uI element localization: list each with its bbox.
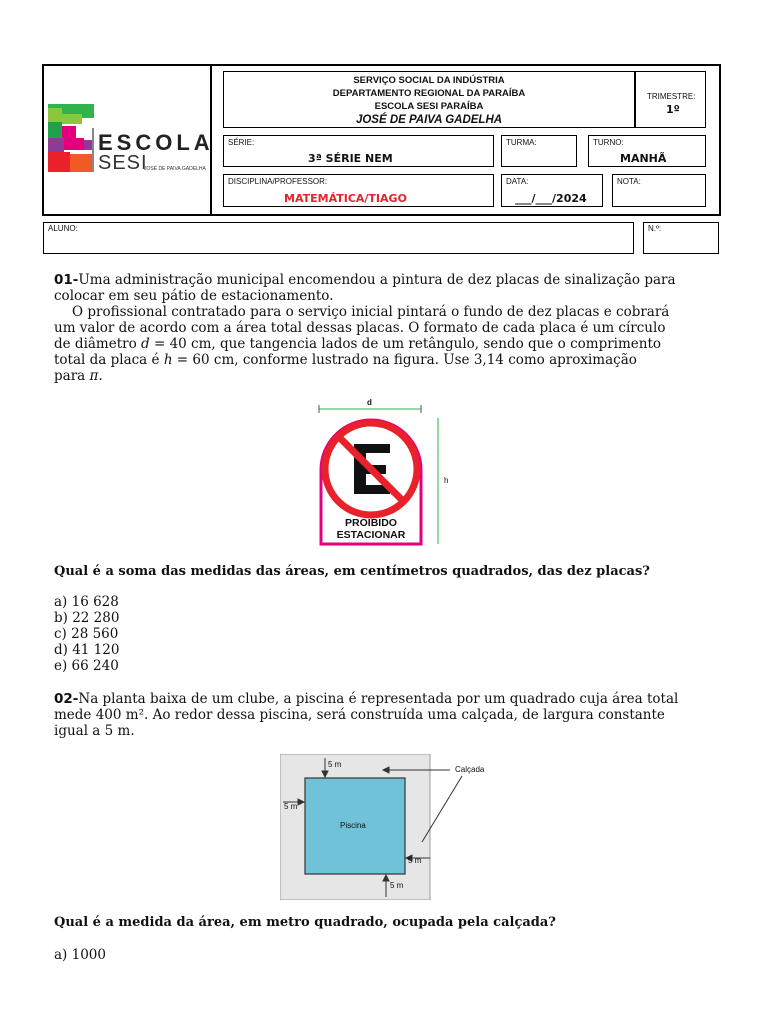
q1-line6-pre: total da placa é xyxy=(54,352,164,368)
pool-right-label: 5 m xyxy=(408,856,422,865)
aluno-field[interactable] xyxy=(43,222,634,254)
serie-value: 3ª SÉRIE NEM xyxy=(308,152,393,165)
var-h: h xyxy=(163,352,173,368)
q1-line5-post: = 40 cm, que tangencia lados de um retângulo, sendo que o comprimento xyxy=(149,336,662,352)
q2-number: 02- xyxy=(54,691,79,707)
turno-label: TURNO: xyxy=(593,138,624,147)
sign-text-estacionar: ESTACIONAR xyxy=(336,529,406,541)
q1-line6 xyxy=(54,352,718,368)
data-label: DATA: xyxy=(506,177,529,186)
q2-line2: mede 400 m². Ao redor dessa piscina, será construída uma calçada, de largura constante xyxy=(54,707,665,723)
sign-d-label: d xyxy=(367,398,372,407)
turno-value: MANHÃ xyxy=(620,152,667,165)
pool-bottom-label: 5 m xyxy=(390,881,404,890)
school-logo xyxy=(48,104,214,178)
q1-option-b[interactable]: b) 22 280 xyxy=(54,610,120,626)
serie-field[interactable] xyxy=(223,135,494,167)
q1-line6-post: = 60 cm, conforme lustrado na figura. Use 3,14 como aproximação xyxy=(172,352,637,368)
q1-line2: colocar em seu pátio de estacionamento. xyxy=(54,288,334,304)
logo-sesi-text: SESI xyxy=(98,152,148,174)
q1-statement xyxy=(54,272,718,384)
institution-line3: ESCOLA SESI PARAÍBA xyxy=(374,101,484,112)
pool-top-label: 5 m xyxy=(328,760,342,769)
calcada-label: Calçada xyxy=(455,765,485,774)
q2-question: Qual é a medida da área, em metro quadrado, ocupada pela calçada? xyxy=(54,915,556,930)
pool-figure xyxy=(280,754,490,900)
no-parking-sign-figure xyxy=(310,396,460,548)
q2-line3: igual a 5 m. xyxy=(54,723,135,739)
var-pi: π xyxy=(89,368,99,384)
logo-escola-text: ESCOLA xyxy=(98,130,214,155)
q1-option-d[interactable]: d) 41 120 xyxy=(54,642,120,658)
pool-figure-svg xyxy=(280,754,490,900)
q1-line3: O profissional contratado para o serviço inicial pintará o fundo de dez placas e cobrará xyxy=(72,304,670,320)
trimestre-box xyxy=(635,71,706,128)
piscina-label: Piscina xyxy=(340,821,366,830)
q2-line1-text: Na planta baixa de um clube, a piscina é representada por um quadrado cuja área total xyxy=(78,691,679,707)
turno-field[interactable] xyxy=(588,135,706,167)
q1-line4: um valor de acordo com a área total dessas placas. O formato de cada placa é um círculo xyxy=(54,320,666,336)
sign-text-proibido: PROIBIDO xyxy=(345,517,397,529)
nota-field[interactable] xyxy=(612,174,706,207)
numero-label: N.º: xyxy=(648,224,662,233)
aluno-label: ALUNO: xyxy=(48,224,78,233)
sign-h-label: h xyxy=(444,476,449,485)
logo-subtitle: JOSÉ DE PAIVA GADELHA xyxy=(144,166,206,172)
nota-label: NOTA: xyxy=(617,177,641,186)
var-d: d xyxy=(141,336,150,352)
q1-line1-text: Uma administração municipal encomendou a pintura de dez placas de sinalização para xyxy=(78,272,676,288)
data-field[interactable] xyxy=(501,174,603,207)
trimestre-label: TRIMESTRE: xyxy=(647,92,696,101)
q2-option-a[interactable]: a) 1000 xyxy=(54,947,106,963)
q1-line7 xyxy=(54,368,718,384)
q1-option-c[interactable]: c) 28 560 xyxy=(54,626,119,642)
serie-label: SÉRIE: xyxy=(228,138,255,147)
q1-option-a[interactable]: a) 16 628 xyxy=(54,594,119,610)
data-value: ___/___/2024 xyxy=(515,192,587,205)
q1-line7-pre: para xyxy=(54,368,90,384)
q2-line1 xyxy=(54,691,718,707)
institution-line1: SERVIÇO SOCIAL DA INDÚSTRIA xyxy=(353,75,505,86)
turma-field[interactable] xyxy=(501,135,577,167)
institution-line2: DEPARTAMENTO REGIONAL DA PARAÍBA xyxy=(332,88,526,99)
institution-block xyxy=(223,71,635,128)
turma-label: TURMA: xyxy=(506,138,537,147)
disciplina-label: DISCIPLINA/PROFESSOR: xyxy=(228,177,328,186)
disciplina-value: MATEMÁTICA/TIAGO xyxy=(284,192,407,205)
disciplina-field[interactable] xyxy=(223,174,494,207)
q1-line5-pre: de diâmetro xyxy=(54,336,142,352)
school-name: JOSÉ DE PAIVA GADELHA xyxy=(355,114,503,126)
trimestre-value: 1º xyxy=(666,103,680,116)
q1-line5 xyxy=(54,336,718,352)
q1-question: Qual é a soma das medidas das áreas, em centímetros quadrados, das dez placas? xyxy=(54,564,650,579)
numero-field[interactable] xyxy=(643,222,719,254)
q2-statement xyxy=(54,691,718,739)
pool-left-label: 5 m xyxy=(284,802,298,811)
q1-number: 01- xyxy=(54,272,79,288)
q1-option-e[interactable]: e) 66 240 xyxy=(54,658,119,674)
q1-line7-post: . xyxy=(98,368,103,384)
q1-line1 xyxy=(54,272,718,288)
